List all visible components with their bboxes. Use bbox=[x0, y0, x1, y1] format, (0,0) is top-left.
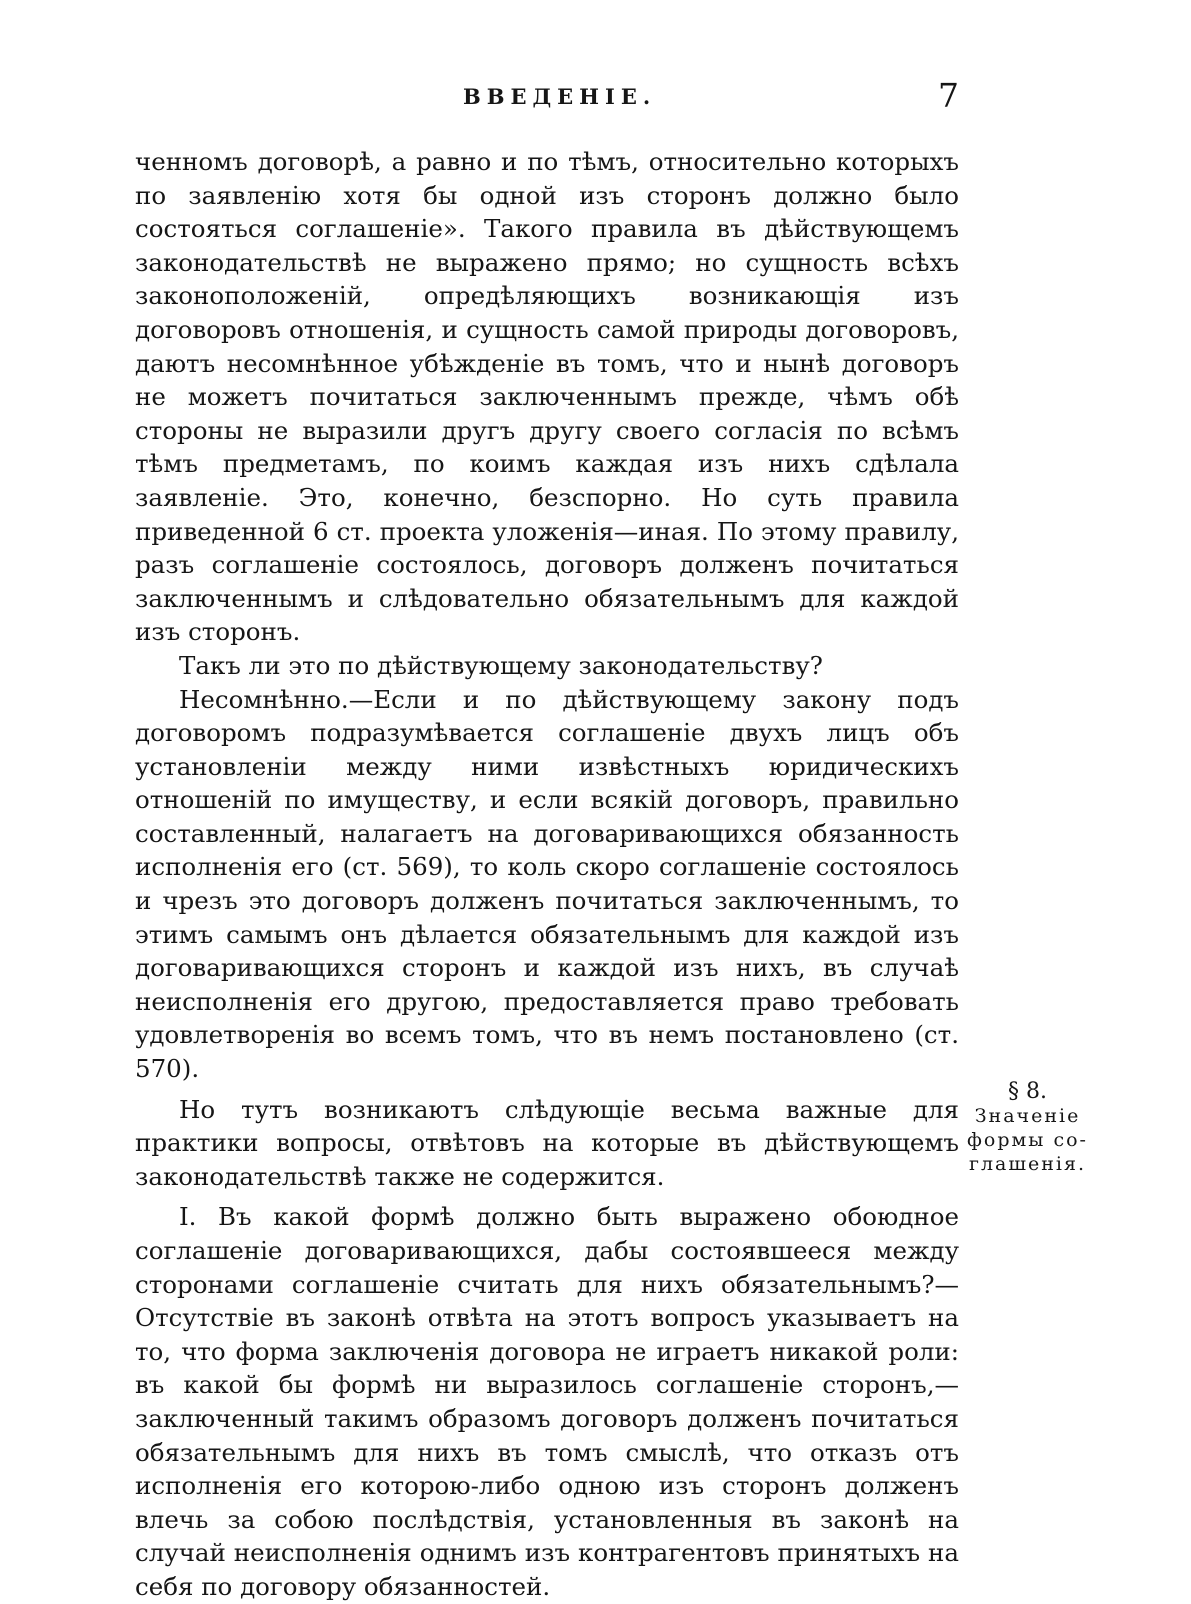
marginal-section-number: § 8. bbox=[1008, 1079, 1047, 1104]
paragraph-3: Несомнѣнно.—Если и по дѣйствующему закону подъ договоромъ подразумѣвается соглашеніе двухъ лицъ объ установленіи между ними извѣстныхъ юридическихъ отношеній по имуществу, и если всякій договоръ, правильно составленный, налагаетъ на договаривающихся обязанность исполненія его (ст. 569), то коль скоро соглашеніе состоялось и чрезъ это договоръ долженъ почитаться заключеннымъ, то этимъ самымъ онъ дѣлается обязательнымъ для каждой изъ договаривающихся сторонъ и каждой изъ нихъ, въ случаѣ неисполненія его другою, предоставляется право требовать удовлетворенія во всемъ томъ, что въ немъ постановлено (ст. 570). bbox=[135, 684, 959, 1084]
paragraph-1: ченномъ договорѣ, а равно и по тѣмъ, относительно которыхъ по заявленію хотя бы одной изъ сторонъ должно было состояться соглашеніе». Такого правила въ дѣйствующемъ законодательствѣ не выражено прямо; но сущность всѣхъ законоположеній, опредѣляющихъ возникающія изъ договоровъ отношенія, и сущность самой природы договоровъ, даютъ несомнѣнное убѣжденіе въ томъ, что и нынѣ договоръ не можетъ почитаться заключеннымъ прежде, чѣмъ обѣ стороны не выразили другъ другу своего согласія по всѣмъ тѣмъ предметамъ, по коимъ каждая изъ нихъ сдѣлала заявленіе. Это, конечно, безспорно. Но суть правила приведенной 6 ст. проекта уложенія—иная. По этому правилу, разъ соглашеніе состоялось, договоръ долженъ почитаться заключеннымъ и слѣдовательно обязательнымъ для каждой изъ сторонъ. bbox=[135, 147, 959, 647]
paragraph-2: Такъ ли это по дѣйствующему законодательству? bbox=[179, 650, 823, 680]
main-text bbox=[135, 145, 959, 1604]
marginal-note-line-2: формы со- bbox=[967, 1129, 1088, 1151]
paragraph-gap bbox=[135, 1086, 959, 1093]
paragraph-4: Но тутъ возникаютъ слѣдующіе весьма важные для практики вопросы, отвѣтовъ на которые въ дѣйствующемъ законодательствѣ также не содержится. bbox=[135, 1094, 959, 1191]
page-number: 7 bbox=[938, 76, 959, 115]
paragraph-gap bbox=[135, 1193, 959, 1200]
marginal-note-line-3: глашенія. bbox=[968, 1153, 1087, 1175]
marginal-note bbox=[960, 1080, 1095, 1176]
marginal-note-line-1: Значеніе bbox=[974, 1105, 1081, 1127]
running-title: ВВЕДЕНІЕ. bbox=[463, 84, 657, 109]
paragraph-5: I. Въ какой формѣ должно быть выражено обоюдное соглашеніе договаривающихся, дабы состоявшееся между сторонами соглашеніе считать для нихъ обязательнымъ?—Отсутствіе въ законѣ отвѣта на этотъ вопросъ указываетъ на то, что форма заключенія договора не играетъ никакой роли: въ какой бы формѣ ни выразилось соглашеніе сторонъ,—заключенный такимъ образомъ договоръ долженъ почитаться обязательнымъ для нихъ въ томъ смыслѣ, что отказъ отъ исполненія его которою-либо одною изъ сторонъ долженъ влечь за собою послѣдствія, установленныя въ законѣ на случай неисполненія однимъ изъ контрагентовъ принятыхъ на себя по договору обязанностей. bbox=[135, 1202, 959, 1601]
